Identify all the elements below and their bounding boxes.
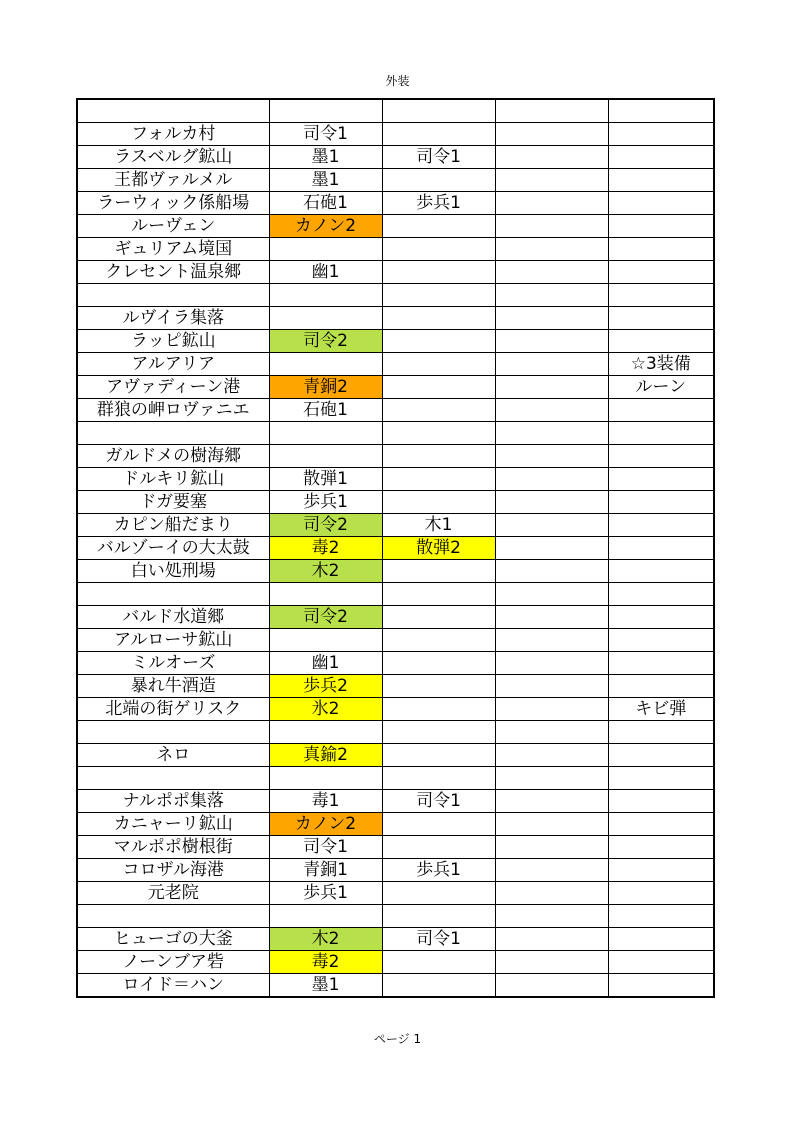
table-row (77, 721, 714, 744)
table-cell: 墨1 (269, 146, 382, 169)
table-cell (608, 790, 714, 813)
table-cell (77, 905, 269, 928)
table-cell (382, 99, 495, 123)
table-cell (495, 813, 608, 836)
table-cell (382, 767, 495, 790)
table-cell (608, 468, 714, 491)
table-cell (495, 606, 608, 629)
table-cell (382, 698, 495, 721)
table-cell: 司令1 (382, 146, 495, 169)
page-footer-number: ページ 1 (373, 1032, 422, 1046)
table-cell (495, 744, 608, 767)
table-cell (382, 606, 495, 629)
table-cell: 石砲1 (269, 192, 382, 215)
table-cell: 司令2 (269, 330, 382, 353)
table-cell: キビ弾 (608, 698, 714, 721)
table-cell: カピン船だまり (77, 514, 269, 537)
table-cell (608, 905, 714, 928)
table-cell (608, 652, 714, 675)
page-header-title: 外装 (385, 74, 410, 88)
table-row (77, 836, 714, 859)
table-row (77, 905, 714, 928)
spreadsheet-body (77, 99, 714, 997)
table-cell (495, 790, 608, 813)
table-cell: 氷2 (269, 698, 382, 721)
table-cell: アルローサ鉱山 (77, 629, 269, 652)
table-cell: ☆3装備 (608, 353, 714, 376)
table-row (77, 974, 714, 998)
table-row (77, 215, 714, 238)
table-cell: 司令2 (269, 606, 382, 629)
table-row (77, 928, 714, 951)
table-cell (269, 721, 382, 744)
table-cell: ドガ要塞 (77, 491, 269, 514)
table-cell (382, 491, 495, 514)
table-cell (495, 422, 608, 445)
table-cell: 暴れ牛酒造 (77, 675, 269, 698)
table-row (77, 307, 714, 330)
table-cell: フォルカ村 (77, 123, 269, 146)
table-cell: マルポポ樹根街 (77, 836, 269, 859)
table-cell (608, 215, 714, 238)
table-cell (495, 859, 608, 882)
table-cell (495, 468, 608, 491)
table-row (77, 951, 714, 974)
table-cell: 司令1 (269, 836, 382, 859)
table-cell (608, 629, 714, 652)
table-cell (382, 376, 495, 399)
table-cell (608, 399, 714, 422)
table-cell (77, 583, 269, 606)
table-cell (269, 422, 382, 445)
table-row (77, 491, 714, 514)
table-cell: ギュリアム境国 (77, 238, 269, 261)
table-cell (382, 813, 495, 836)
table-row (77, 353, 714, 376)
table-cell (608, 882, 714, 905)
table-cell (269, 99, 382, 123)
table-cell (608, 744, 714, 767)
table-cell (495, 491, 608, 514)
table-cell (608, 422, 714, 445)
table-cell (495, 767, 608, 790)
table-cell (495, 215, 608, 238)
table-row (77, 376, 714, 399)
table-cell (495, 583, 608, 606)
table-row (77, 606, 714, 629)
table-cell: ラーウィック係船場 (77, 192, 269, 215)
table-cell (382, 261, 495, 284)
table-cell (495, 261, 608, 284)
table-cell (608, 514, 714, 537)
table-cell: 木2 (269, 560, 382, 583)
table-cell (382, 675, 495, 698)
table-cell (269, 238, 382, 261)
table-cell (495, 169, 608, 192)
table-cell (608, 123, 714, 146)
table-cell (77, 99, 269, 123)
table-cell: カノン2 (269, 215, 382, 238)
table-row (77, 146, 714, 169)
table-cell: 北端の街ゲリスク (77, 698, 269, 721)
table-cell (608, 261, 714, 284)
table-cell (495, 882, 608, 905)
table-row (77, 445, 714, 468)
table-row (77, 468, 714, 491)
table-row (77, 330, 714, 353)
table-cell: ロイド＝ハン (77, 974, 269, 998)
table-cell: バルド水道郷 (77, 606, 269, 629)
table-cell (495, 353, 608, 376)
table-cell: 歩兵1 (269, 882, 382, 905)
table-cell (382, 123, 495, 146)
table-row (77, 261, 714, 284)
table-cell (608, 583, 714, 606)
table-cell: 散弾2 (382, 537, 495, 560)
table-row (77, 169, 714, 192)
table-cell: 歩兵1 (269, 491, 382, 514)
table-cell: クレセント温泉郷 (77, 261, 269, 284)
table-cell (608, 721, 714, 744)
table-cell: 木1 (382, 514, 495, 537)
table-cell (495, 238, 608, 261)
table-row (77, 99, 714, 123)
table-cell (608, 951, 714, 974)
table-cell (495, 284, 608, 307)
table-row (77, 514, 714, 537)
table-cell: ドルキリ鉱山 (77, 468, 269, 491)
table-cell (269, 445, 382, 468)
table-cell: 木2 (269, 928, 382, 951)
table-cell: アヴァディーン港 (77, 376, 269, 399)
table-cell (608, 238, 714, 261)
table-cell (269, 284, 382, 307)
table-cell: 司令2 (269, 514, 382, 537)
table-cell: 元老院 (77, 882, 269, 905)
table-cell (495, 951, 608, 974)
table-row (77, 560, 714, 583)
table-row (77, 744, 714, 767)
table-row (77, 859, 714, 882)
table-cell: 毒1 (269, 790, 382, 813)
table-cell: ヒューゴの大釜 (77, 928, 269, 951)
table-cell (495, 192, 608, 215)
table-cell: バルゾーイの大太鼓 (77, 537, 269, 560)
table-cell: 歩兵1 (382, 192, 495, 215)
table-cell: 毒2 (269, 951, 382, 974)
table-cell (382, 330, 495, 353)
table-cell (608, 928, 714, 951)
table-row (77, 882, 714, 905)
table-cell (495, 376, 608, 399)
table-cell: 白い処刑場 (77, 560, 269, 583)
table-cell (495, 99, 608, 123)
table-cell (269, 307, 382, 330)
table-cell (77, 721, 269, 744)
table-cell: ナルポポ集落 (77, 790, 269, 813)
table-cell (608, 307, 714, 330)
table-cell (382, 744, 495, 767)
table-cell (382, 560, 495, 583)
table-cell (608, 169, 714, 192)
table-row (77, 583, 714, 606)
table-cell (495, 836, 608, 859)
table-cell (269, 583, 382, 606)
table-cell (382, 629, 495, 652)
table-row (77, 238, 714, 261)
table-cell (382, 882, 495, 905)
table-cell (382, 721, 495, 744)
table-cell (608, 330, 714, 353)
table-cell: カニャーリ鉱山 (77, 813, 269, 836)
table-cell (382, 399, 495, 422)
table-cell (382, 468, 495, 491)
table-cell (495, 928, 608, 951)
table-cell (382, 445, 495, 468)
table-cell (269, 353, 382, 376)
table-cell (77, 422, 269, 445)
table-cell (269, 629, 382, 652)
table-cell (608, 99, 714, 123)
table-cell (608, 146, 714, 169)
table-cell (608, 284, 714, 307)
table-cell (269, 767, 382, 790)
table-cell: ノーンブア砦 (77, 951, 269, 974)
table-row (77, 767, 714, 790)
table-cell (495, 905, 608, 928)
table-cell: 石砲1 (269, 399, 382, 422)
table-cell: カノン2 (269, 813, 382, 836)
table-cell (608, 192, 714, 215)
table-cell: コロザル海港 (77, 859, 269, 882)
table-cell (77, 767, 269, 790)
table-cell (495, 698, 608, 721)
table-cell: ルーヴェン (77, 215, 269, 238)
table-cell (608, 537, 714, 560)
table-cell: 歩兵2 (269, 675, 382, 698)
table-cell (382, 238, 495, 261)
table-cell (382, 974, 495, 998)
table-row (77, 698, 714, 721)
table-cell (608, 445, 714, 468)
table-row (77, 284, 714, 307)
table-cell: 幽1 (269, 261, 382, 284)
table-cell: 青銅2 (269, 376, 382, 399)
table-cell (269, 905, 382, 928)
table-cell (495, 514, 608, 537)
table-cell: アルアリア (77, 353, 269, 376)
table-cell (495, 307, 608, 330)
table-cell (608, 859, 714, 882)
table-cell (495, 399, 608, 422)
table-cell: ルヴイラ集落 (77, 307, 269, 330)
table-cell (608, 606, 714, 629)
table-cell (495, 537, 608, 560)
table-cell: ルーン (608, 376, 714, 399)
table-cell (382, 652, 495, 675)
table-cell (495, 721, 608, 744)
table-cell: ラッピ鉱山 (77, 330, 269, 353)
table-row (77, 813, 714, 836)
table-row (77, 537, 714, 560)
table-cell: 青銅1 (269, 859, 382, 882)
table-cell: ラスベルグ鉱山 (77, 146, 269, 169)
table-row (77, 422, 714, 445)
table-cell: 歩兵1 (382, 859, 495, 882)
table-cell (495, 146, 608, 169)
table-cell (382, 169, 495, 192)
table-cell (495, 675, 608, 698)
table-cell: 司令1 (382, 790, 495, 813)
table-row (77, 192, 714, 215)
table-cell (382, 353, 495, 376)
table-cell (495, 974, 608, 998)
table-row (77, 675, 714, 698)
table-cell: 司令1 (382, 928, 495, 951)
table-cell (382, 284, 495, 307)
table-cell (608, 813, 714, 836)
table-cell: 墨1 (269, 974, 382, 998)
table-cell (608, 560, 714, 583)
table-cell: 墨1 (269, 169, 382, 192)
table-cell (608, 675, 714, 698)
table-row (77, 652, 714, 675)
table-cell (382, 951, 495, 974)
table-cell (495, 445, 608, 468)
table-cell: 幽1 (269, 652, 382, 675)
table-row (77, 629, 714, 652)
table-cell (77, 284, 269, 307)
table-cell (495, 652, 608, 675)
table-cell: ガルドメの樹海郷 (77, 445, 269, 468)
table-cell: 司令1 (269, 123, 382, 146)
table-cell (382, 905, 495, 928)
table-row (77, 399, 714, 422)
table-cell: 真鍮2 (269, 744, 382, 767)
table-cell: ミルオーズ (77, 652, 269, 675)
table-cell (495, 123, 608, 146)
table-cell (382, 422, 495, 445)
spreadsheet-table (76, 98, 715, 998)
table-cell: 群狼の岬ロヴァニエ (77, 399, 269, 422)
table-cell (495, 560, 608, 583)
table-cell (608, 836, 714, 859)
table-cell: 毒2 (269, 537, 382, 560)
table-cell (495, 330, 608, 353)
table-cell (608, 491, 714, 514)
table-cell (382, 836, 495, 859)
table-cell (382, 307, 495, 330)
table-cell (608, 974, 714, 998)
table-row (77, 790, 714, 813)
table-cell (382, 583, 495, 606)
table-cell: ネロ (77, 744, 269, 767)
table-cell: 散弾1 (269, 468, 382, 491)
table-cell (382, 215, 495, 238)
table-row (77, 123, 714, 146)
table-cell (495, 629, 608, 652)
table-cell: 王都ヴァルメル (77, 169, 269, 192)
table-cell (608, 767, 714, 790)
